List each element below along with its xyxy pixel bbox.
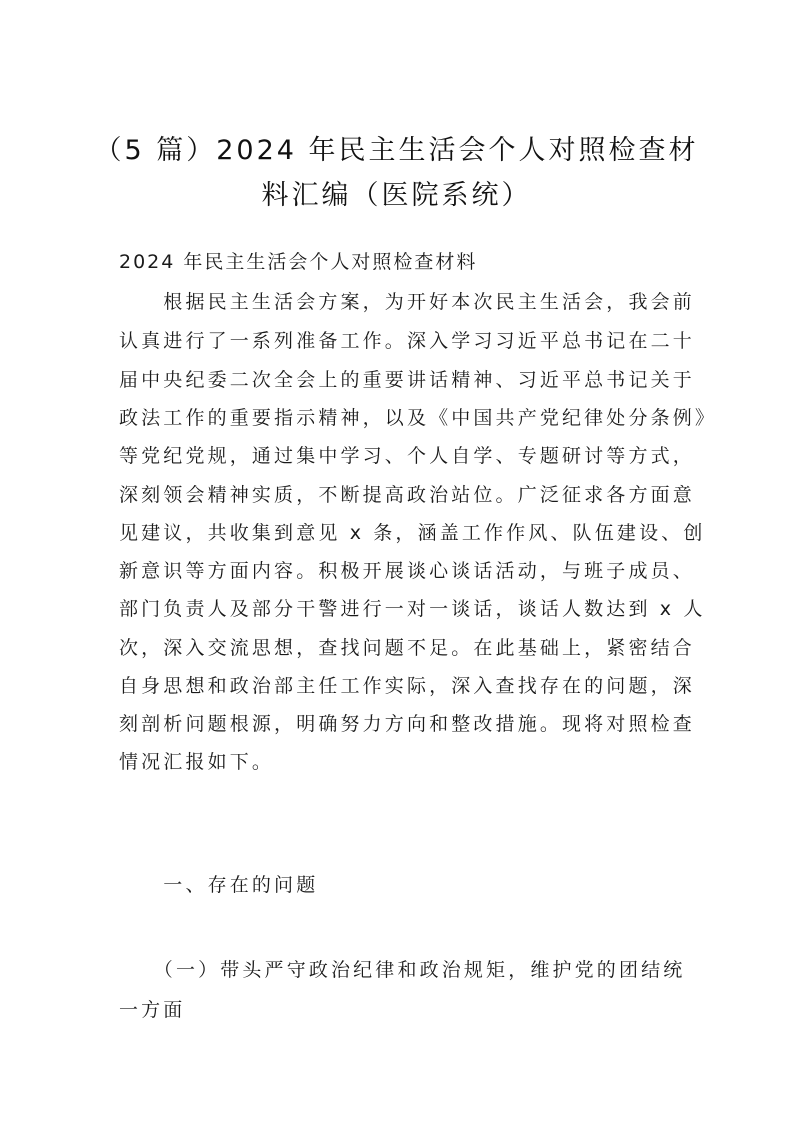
subsection-heading-line: （一）带头严守政治纪律和政治规矩，维护党的团结统: [119, 959, 686, 981]
body-line: 次，深入交流思想，查找问题不足。在此基础上，紧密结合: [119, 637, 695, 659]
body-line: 根据民主生活会方案，为开好本次民主生活会，我会前: [119, 291, 695, 313]
body-line: 届中央纪委二次全会上的重要讲话精神、习近平总书记关于: [119, 369, 695, 391]
body-line: 刻剖析问题根源，明确努力方向和整改措施。现将对照检查: [119, 713, 695, 735]
body-line: 自身思想和政治部主任工作实际，深入查找存在的问题，深: [119, 675, 695, 697]
body-line: 部门负责人及部分干警进行一对一谈话，谈话人数达到 x 人: [119, 598, 706, 620]
body-line: 认真进行了一系列准备工作。深入学习习近平总书记在二十: [119, 330, 695, 352]
body-line: 新意识等方面内容。积极开展谈心谈话活动，与班子成员、: [119, 560, 695, 582]
document-title-line-1: （5 篇）2024 年民主生活会个人对照检查材: [94, 135, 699, 166]
body-line: 见建议，共收集到意见 x 条，涵盖工作作风、队伍建设、创: [119, 522, 706, 544]
body-line: 深刻领会精神实质，不断提高政治站位。广泛征求各方面意: [119, 484, 695, 506]
section-heading: 一、存在的问题: [119, 874, 319, 896]
body-line: 等党纪党规，通过集中学习、个人自学、专题研讨等方式，: [119, 445, 695, 467]
document-title-line-2: 料汇编（医院系统）: [261, 180, 532, 211]
body-line: 政法工作的重要指示精神，以及《中国共产党纪律处分条例》: [119, 407, 718, 429]
document-subtitle: 2024 年民主生活会个人对照检查材料: [119, 251, 478, 273]
subsection-heading-line-last: 一方面: [119, 999, 186, 1021]
body-line-last: 情况汇报如下。: [119, 751, 275, 773]
